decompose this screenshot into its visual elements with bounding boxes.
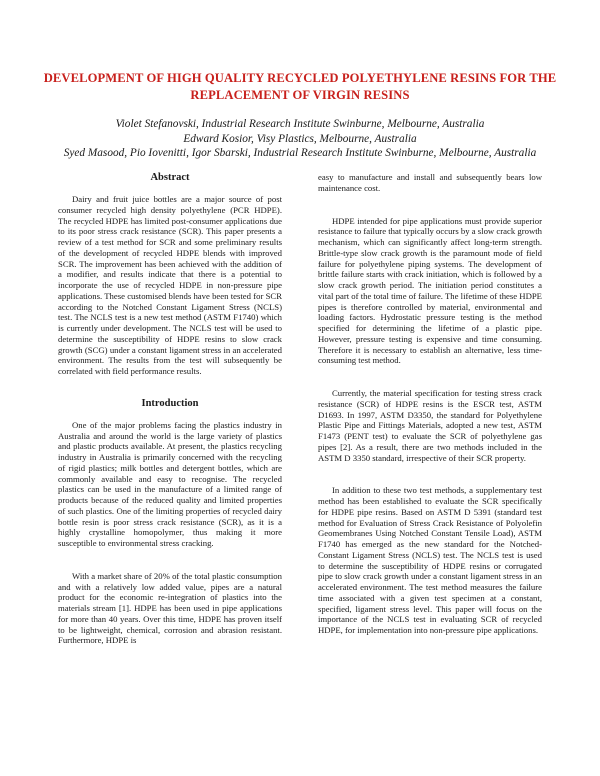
left-column [58,172,282,646]
author-line: Violet Stefanovski, Industrial Research Institute Swinburne, Melbourne, Australia [115,118,485,130]
continued-paragraph: easy to manufacture and install and subsequently bears low maintenance cost. [318,172,542,193]
body-paragraph: In addition to these two test methods, a supplementary test method has been established to evaluate the SCR specifically for HDPE pipe resins. Based on ASTM D 5391 (standard test method for Evaluation of Stress Crack Resistance of Polyolefin Geomembranes Using Notched Constant Tensile Load), ASTM F1740 has emerged as the new standard for the Notched-Constant Ligament Stress (NCLS) test. The NCLS test is used to determine the susceptibility of HDPE resins or corrugated pipe to slow crack growth under a constant ligament stress in an accelerated environment. The test method measures the failure time associated with a given test specimen at a constant, specified, ligament stress level. This paper will focus on the importance of the NCLS test in evaluating SCR of recycled HDPE, for implementation into non-pressure pipe applications. [318,485,542,635]
body-paragraph: Currently, the material specification for testing stress crack resistance (SCR) of HDPE resins is the ESCR test, ASTM D1693. In 1997, ASTM D3350, the standard for Polyethylene Plastic Pipe and Fittings Materials, adopted a new test, ASTM F1473 (PENT test) to evaluate the SCR of polyethylene gas pipes [2]. As a result, there are two methods included in the ASTM D 3350 standard, irrespective of their SCR property. [318,388,542,463]
author-line: Syed Masood, Pio Iovenitti, Igor Sbarski, Industrial Research Institute Swinburne, Melbourne, Australia [63,147,537,159]
body-paragraph: One of the major problems facing the plastics industry in Australia and around the world is the large variety of plastics and plastic products available. At present, the plastics recycling industry in Australia is primarily concerned with the recycling of rigid plastics; milk bottles and detergent bottles, which are commonly available and easy to recognise. The recycled plastics can be used in the manufacture of a limited range of products because of the reduced quality and limited properties of such plastics. One of the limiting properties of recycled dairy bottle resin is poor stress crack resistance (SCR), as it is a highly crystalline homopolymer, thus making it more susceptible to environmental stress cracking. [58,419,282,548]
body-paragraph: With a market share of 20% of the total plastic consumption and with a relatively low added value, pipes are a natural product for the economic re-integration of plastics into the materials stream [1]. HDPE has been used in pipe applications for more than 40 years. Over this time, HDPE has proven itself to be lightweight, chemical, corrosion and abrasion resistant. Furthermore, HDPE is [58,570,282,646]
author-line: Edward Kosior, Visy Plastics, Melbourne, Australia [183,132,417,145]
paper-title: DEVELOPMENT OF HIGH QUALITY RECYCLED POLYETHYLENE RESINS FOR THE REPLACEMENT OF VIRGIN RESINS [43,71,557,102]
introduction-heading: Introduction [141,397,199,409]
body-paragraph: HDPE intended for pipe applications must provide superior resistance to failure that typically occurs by a slow crack growth mechanism, which can significantly affect long-term strength. Brittle-type slow crack growth is the paramount mode of field failure for polyethylene piping systems. The development of brittle failure starts with crack initiation, which is followed by a slow crack growth period. The initiation period constitutes a vital part of the total time of failure. The lifetime of these HDPE pipes is therefore controlled by material, environmental and loading factors. Hydrostatic pressure testing is the method specified for determining the lifetime of a plastic pipe. However, pressure testing is expensive and time consuming. Therefore it is necessary to establish an alternative, less time-consuming test method. [318,215,542,366]
abstract-heading: Abstract [150,172,190,183]
author-block [30,117,570,161]
right-column [318,172,542,636]
abstract-text: Dairy and fruit juice bottles are a major source of post consumer recycled high density polyethylene (PCR HDPE). The recycled HDPE has limited post-consumer applications due to its poor stress crack resistance (SCR). This paper presents a review of a test method for SCR and some preliminary results of the development of recycled HDPE blends with improved SCR. The improvement has been achieved with the addition of a modifier, and results indicate that there is a potential to incorporate the use of recycled HDPE in non-pressure pipe applications. These customised blends have been tested for SCR according to the Notched Constant Ligament Stress (NCLS) test. The NCLS test is a new test method (ASTM F1740) which is currently under development. The NCLS test will be used to determine the susceptibility of HDPE resins to slow crack growth (SCG) under a constant ligament stress in an accelerated environment. The results from the test will subsequently be correlated with field performance results. [58,194,282,376]
